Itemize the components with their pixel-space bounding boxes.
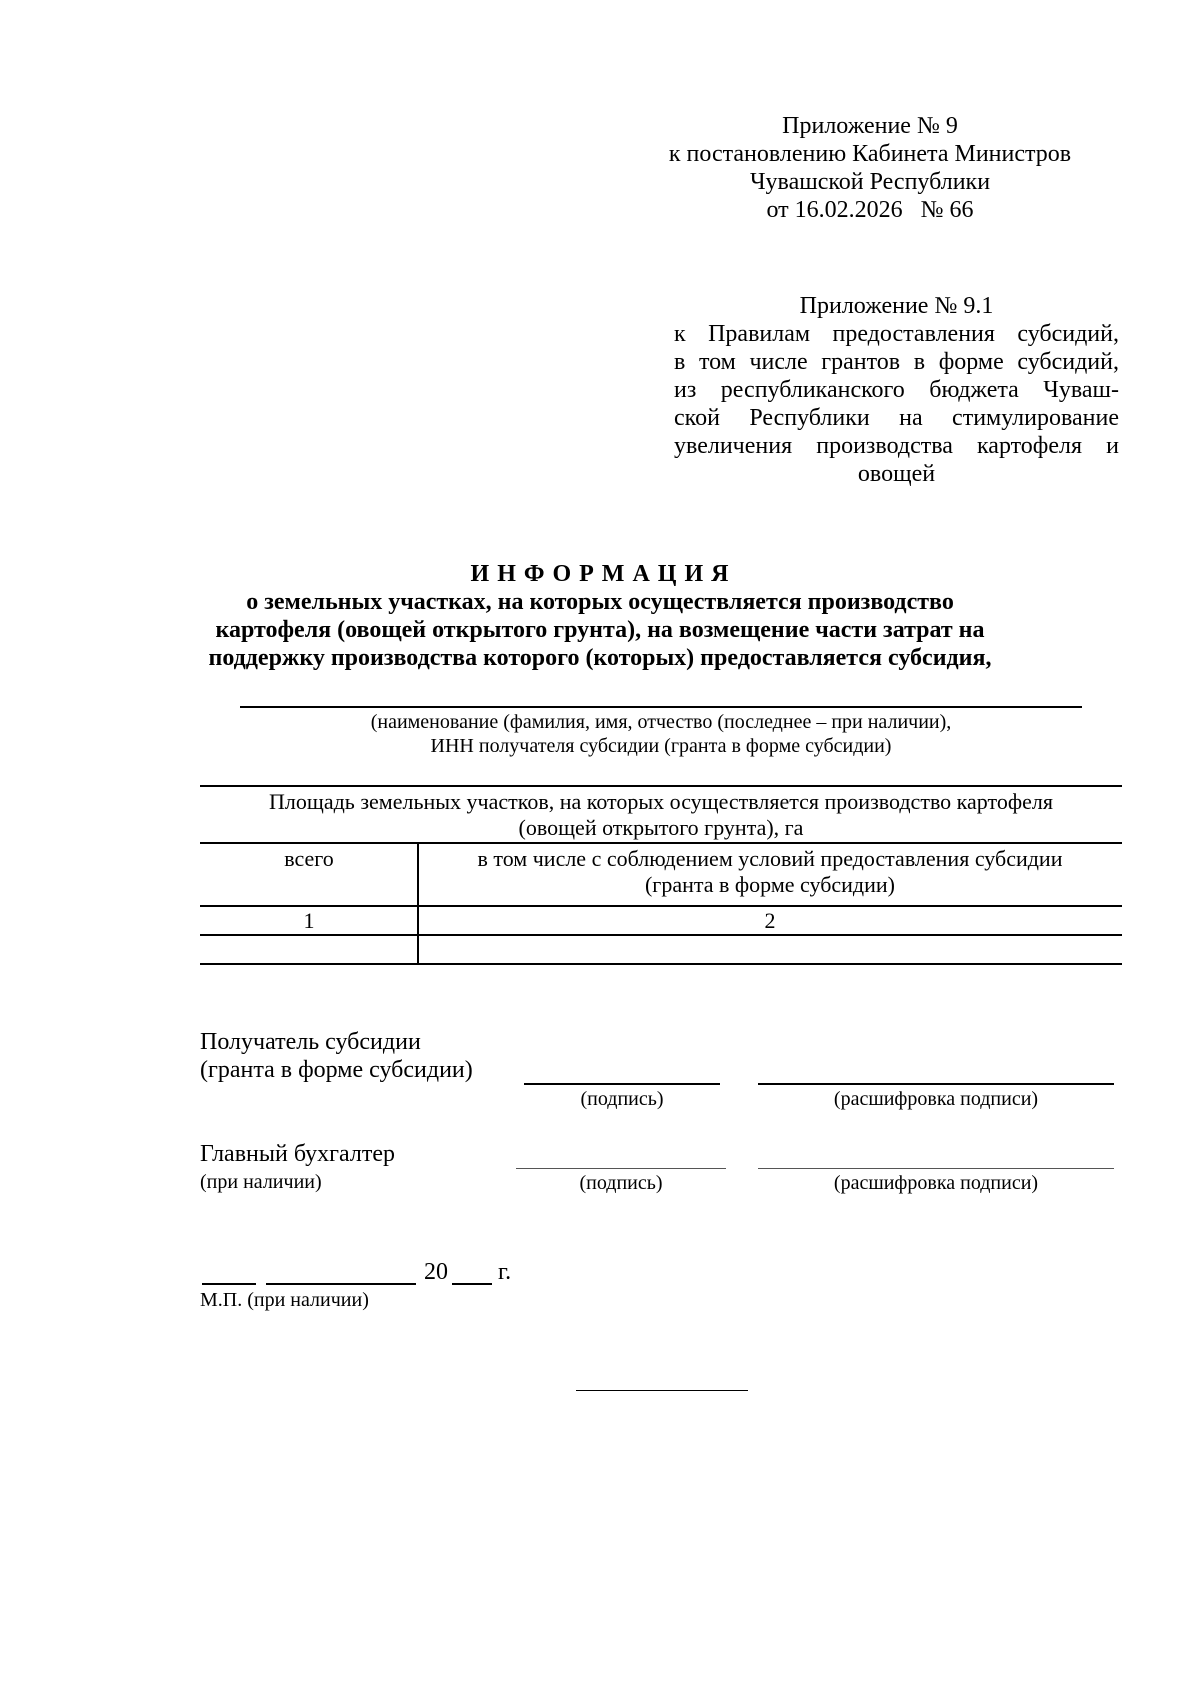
appendix-9-1-line-2: в том числе грантов в форме субсидий, bbox=[674, 349, 1119, 375]
recipient-caption bbox=[240, 710, 1082, 758]
accountant-label-line-1: Главный бухгалтер bbox=[200, 1141, 395, 1167]
recipient-signature-line bbox=[524, 1083, 720, 1085]
date-month-line bbox=[266, 1283, 416, 1285]
table-col-compliant bbox=[418, 846, 1122, 898]
table-border-numbers bbox=[200, 934, 1122, 936]
appendix-9-1-title: Приложение № 9.1 bbox=[799, 293, 994, 319]
heading-line-1: о земельных участках, на которых осуществляется производство bbox=[246, 589, 954, 615]
table-column-divider bbox=[417, 842, 419, 964]
date-day-line bbox=[202, 1283, 256, 1285]
accountant-signature-caption: (подпись) bbox=[579, 1172, 663, 1194]
table-header-line-2: (овощей открытого грунта), га bbox=[518, 815, 804, 840]
recipient-caption-line-2: ИНН получателя субсидии (гранта в форме субсидии) bbox=[430, 735, 892, 757]
heading-line-3: поддержку производства которого (которых) предоставляется субсидия, bbox=[208, 645, 992, 671]
table-header bbox=[200, 789, 1122, 841]
recipient-signature-label bbox=[200, 1028, 520, 1084]
accountant-decode-line bbox=[758, 1168, 1114, 1169]
appendix-9-date: от 16.02.2026 № 66 bbox=[766, 197, 974, 223]
table-col-total: всего bbox=[284, 846, 334, 871]
stamp-label: М.П. (при наличии) bbox=[200, 1289, 369, 1311]
document-title: И Н Ф О Р М А Ц И Я bbox=[470, 561, 730, 587]
recipient-name-line bbox=[240, 706, 1082, 708]
recipient-decode-caption: (расшифровка подписи) bbox=[833, 1088, 1039, 1110]
date-year-line bbox=[452, 1283, 492, 1285]
document-heading bbox=[150, 560, 1050, 672]
recipient-caption-line-1: (наименование (фамилия, имя, отчество (последнее – при наличии), bbox=[370, 711, 952, 733]
recipient-signature-caption: (подпись) bbox=[580, 1088, 664, 1110]
recipient-label-line-1: Получатель субсидии bbox=[200, 1029, 421, 1055]
appendix-9-1-line-4: ской Республики на стимулирование bbox=[674, 405, 1119, 431]
end-separator bbox=[576, 1390, 748, 1391]
table-border-subheader bbox=[200, 905, 1122, 907]
appendix-9-1-line-1: к Правилам предоставления субсидий, bbox=[674, 321, 1119, 347]
appendix-9-1-line-6: овощей bbox=[857, 461, 936, 487]
appendix-9-block bbox=[640, 112, 1100, 224]
date-century: 20 bbox=[424, 1259, 448, 1285]
appendix-9-title: Приложение № 9 bbox=[782, 113, 958, 139]
recipient-decode-line bbox=[758, 1083, 1114, 1085]
table-header-line-1: Площадь земельных участков, на которых осуществляется производство картофеля bbox=[269, 789, 1053, 814]
appendix-9-1-block bbox=[674, 292, 1119, 488]
accountant-decode-caption: (расшифровка подписи) bbox=[833, 1172, 1039, 1194]
appendix-9-1-line-5: увеличения производства картофеля и bbox=[674, 433, 1119, 459]
accountant-label-line-2: (при наличии) bbox=[200, 1171, 322, 1193]
table-col-compliant-line-1: в том числе с соблюдением условий предоставления субсидии bbox=[477, 846, 1063, 871]
table-border-bottom bbox=[200, 963, 1122, 965]
table-col-compliant-line-2: (гранта в форме субсидии) bbox=[644, 872, 895, 897]
appendix-9-line-3: Чувашской Республики bbox=[749, 169, 991, 195]
accountant-signature-label bbox=[200, 1140, 500, 1194]
heading-line-2: картофеля (овощей открытого грунта), на возмещение части затрат на bbox=[215, 617, 985, 643]
table-border-header bbox=[200, 842, 1122, 844]
accountant-signature-line bbox=[516, 1168, 726, 1169]
table-num-2: 2 bbox=[764, 908, 776, 933]
table-border-top bbox=[200, 785, 1122, 787]
date-year-suffix: г. bbox=[498, 1259, 512, 1285]
appendix-9-line-2: к постановлению Кабинета Министров bbox=[668, 141, 1072, 167]
table-num-1: 1 bbox=[303, 908, 315, 933]
appendix-9-1-line-3: из республиканского бюджета Чуваш- bbox=[674, 377, 1119, 403]
recipient-label-line-2: (гранта в форме субсидии) bbox=[200, 1057, 473, 1083]
